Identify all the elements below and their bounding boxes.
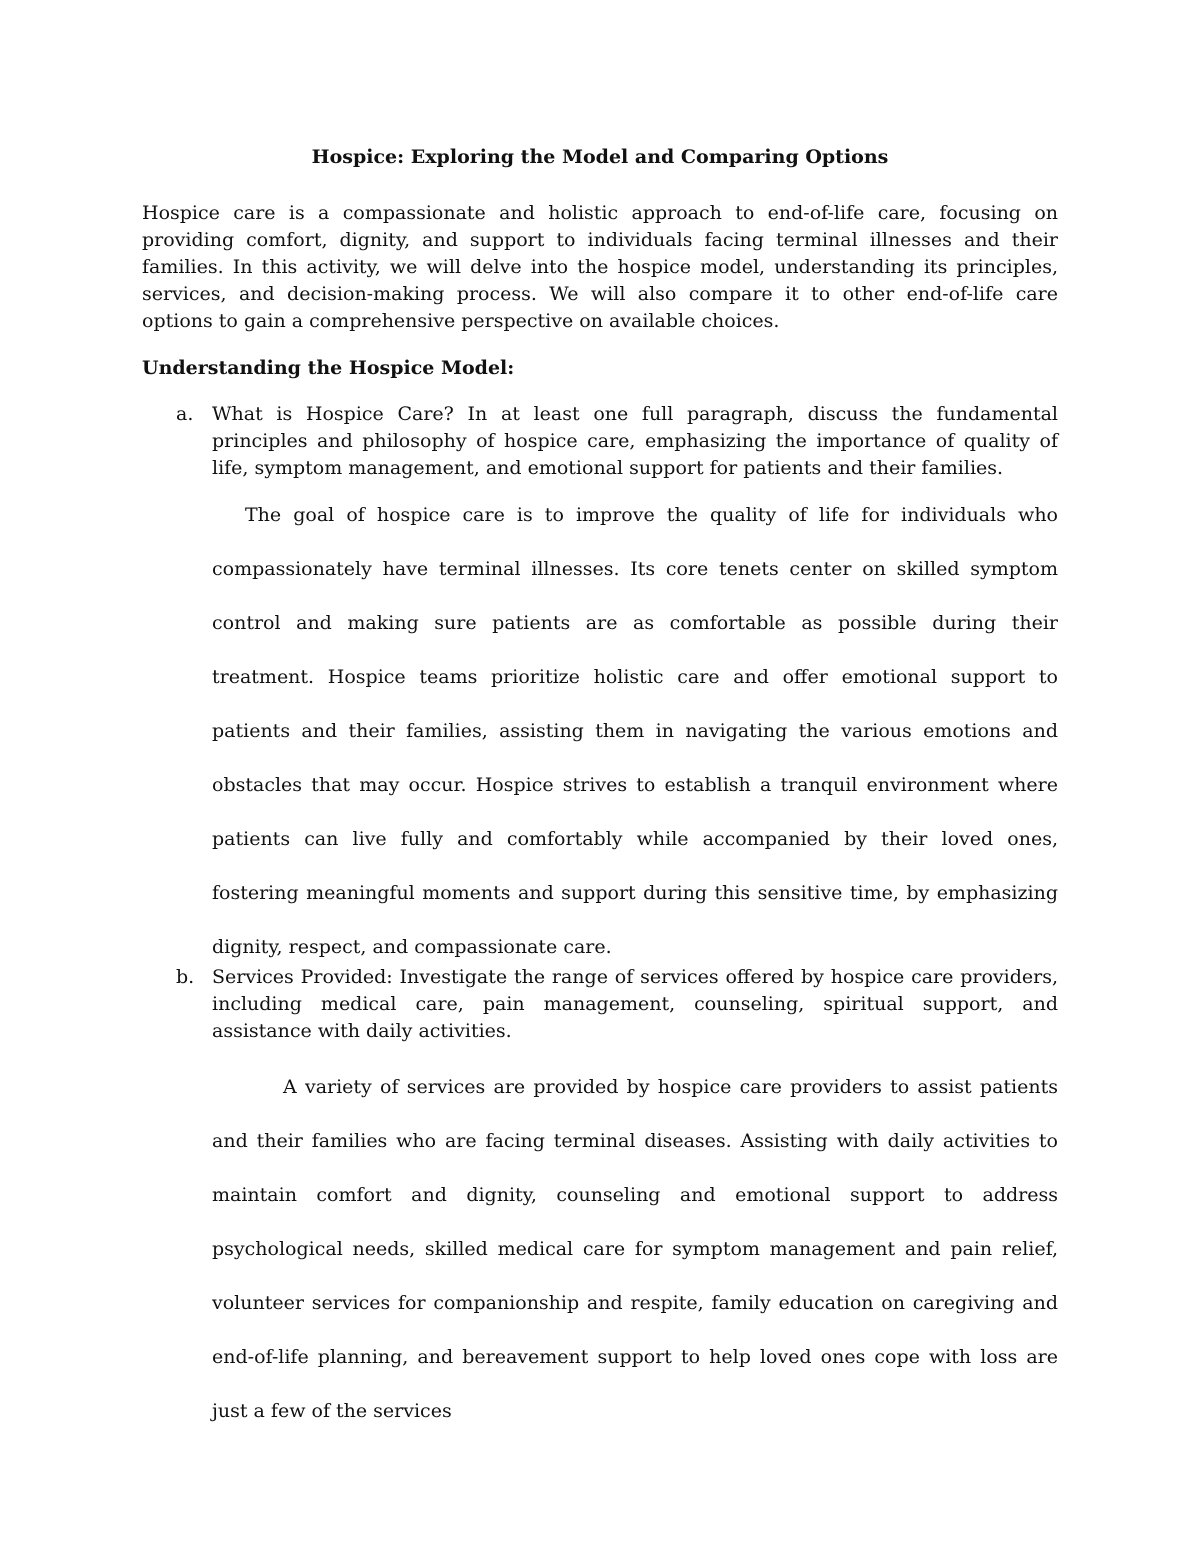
intro-paragraph: Hospice care is a compassionate and holistic approach to end-of-life care, focusing on providing comfort, dignity, and support to individuals facing terminal illnesses and their families. In this activity, we will delve into the hospice model, understanding its principles, services, and decision-making process. We will also compare it to other end-of-life care options to gain a comprehensive perspective on available choices. bbox=[142, 202, 1058, 332]
list-marker-a: a. bbox=[176, 403, 194, 425]
list-marker-b: b. bbox=[176, 966, 195, 988]
section-heading: Understanding the Hospice Model: bbox=[142, 357, 515, 379]
answer-b bbox=[212, 1060, 1058, 1438]
question-b-prompt: Services Provided: Investigate the range of services offered by hospice care providers, including medical care, pain management, counseling, spiritual support, and assistance with daily activities. bbox=[212, 966, 1058, 1042]
answer-b-paragraph: A variety of services are provided by hospice care providers to assist patients and their families who are facing terminal diseases. Assisting with daily activities to maintain comfort and dignity, counseling and emotional support to address psychological needs, skilled medical care for symptom management and pain relief, volunteer services for companionship and respite, family education on caregiving and end-of-life planning, and bereavement support to help loved ones cope with loss are just a few of the services bbox=[212, 1076, 1058, 1422]
question-a-prompt: What is Hospice Care? In at least one full paragraph, discuss the fundamental principles and philosophy of hospice care, emphasizing the importance of quality of life, symptom management, and emotional support for patients and their families. bbox=[212, 403, 1058, 479]
document-title: Hospice: Exploring the Model and Comparing Options bbox=[311, 146, 889, 168]
answer-a-paragraph: The goal of hospice care is to improve the quality of life for individuals who compassionately have terminal illnesses. Its core tenets center on skilled symptom control and making sure patients are as comfortable as possible during their treatment. Hospice teams prioritize holistic care and offer emotional support to patients and their families, assisting them in navigating the various emotions and obstacles that may occur. Hospice strives to establish a tranquil environment where patients can live fully and comfortably while accompanied by their loved ones, fostering meaningful moments and support during this sensitive time, by emphasizing dignity, respect, and compassionate care. bbox=[212, 504, 1058, 958]
answer-a bbox=[212, 488, 1058, 974]
